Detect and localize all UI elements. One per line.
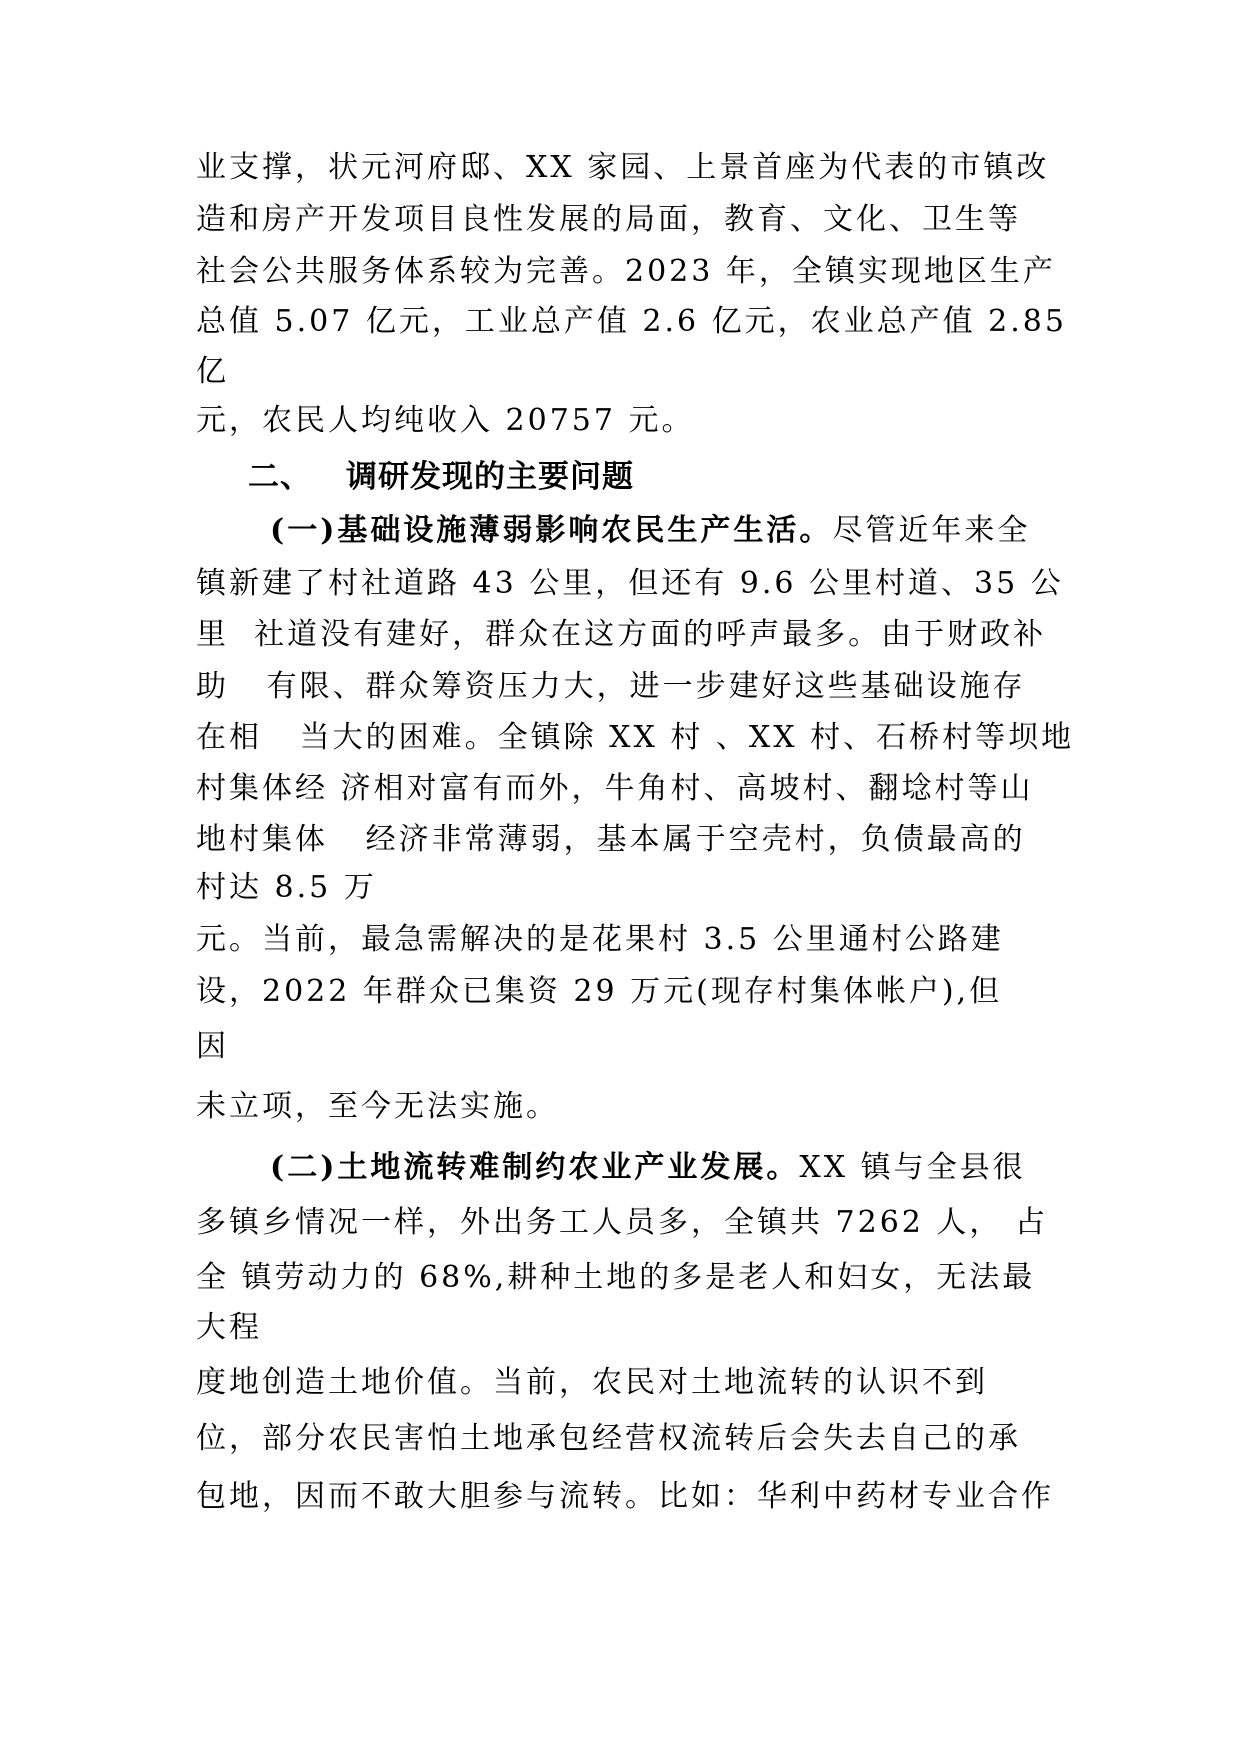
body-text-line: 元。当前，最急需解决的是花果村 3.5 公里通村公路建 bbox=[196, 922, 1004, 957]
body-text-line: 业支撑，状元河府邸、XX 家园、上景首座为代表的市镇改 bbox=[196, 150, 1050, 185]
body-text-line: 村集体经 济相对富有而外，牛角村、高坡村、翻埝村等山 bbox=[196, 771, 1034, 806]
subsection-heading: (二)土地流转难制约农业产业发展。 bbox=[270, 1150, 800, 1185]
body-text-line: 在相 当大的困难。全镇除 XX 村 、XX 村、石桥村等坝地 bbox=[196, 720, 1075, 755]
subsection-heading: (一)基础设施薄弱影响农民生产生活。 bbox=[270, 513, 833, 548]
body-text-span: XX 镇与全县很 bbox=[799, 1150, 1026, 1185]
subsection-lead-line bbox=[270, 511, 1060, 551]
section-title: 调研发现的主要问题 bbox=[346, 459, 634, 495]
body-text-line: 元，农民人均纯收入 20757 元。 bbox=[196, 403, 695, 438]
body-text-line: 全 镇劳动力的 68%,耕种土地的多是老人和妇女，无法最 bbox=[196, 1260, 1036, 1295]
body-text-line: 造和房产开发项目良性发展的局面，教育、文化、卫生等 bbox=[196, 202, 1021, 237]
body-text-line: 地村集体 经济非常薄弱，基本属于空壳村，负债最高的 bbox=[196, 822, 1026, 857]
body-text-line: 村达 8.5 万 bbox=[196, 870, 377, 905]
body-text-line: 度地创造土地价值。当前，农民对土地流转的认识不到 bbox=[196, 1365, 988, 1400]
section-heading bbox=[248, 457, 634, 497]
body-text-line: 多镇乡情况一样，外出务工人员多，全镇共 7262 人， 占 bbox=[196, 1205, 1048, 1240]
body-text-line: 亿 bbox=[196, 354, 229, 389]
body-text-line: 大程 bbox=[196, 1310, 262, 1345]
body-text-line: 位，部分农民害怕土地承包经营权流转后会失去自己的承 bbox=[196, 1421, 1021, 1456]
body-text-line: 设，2022 年群众已集资 29 万元(现存村集体帐户),但 bbox=[196, 974, 1003, 1009]
section-number: 二、 bbox=[248, 459, 312, 495]
body-text-line: 包地，因而不敢大胆参与流转。比如：华利中药材专业合作 bbox=[196, 1479, 1054, 1514]
body-text-line: 助 有限、群众筹资压力大，进一步建好这些基础设施存 bbox=[196, 669, 1026, 704]
body-text-span: 尽管近年来全 bbox=[832, 513, 1031, 548]
body-text-line: 镇新建了村社道路 43 公里，但还有 9.6 公里村道、35 公 bbox=[196, 566, 1064, 601]
body-text-line: 社会公共服务体系较为完善。2023 年，全镇实现地区生产 bbox=[196, 254, 1056, 289]
body-text-line: 里 社道没有建好，群众在这方面的呼声最多。由于财政补 bbox=[196, 617, 1047, 652]
body-text-line: 总值 5.07 亿元，工业总产值 2.6 亿元，农业总产值 2.85 bbox=[196, 304, 1067, 339]
body-text-line: 未立项，至今无法实施。 bbox=[196, 1089, 559, 1124]
body-text-line: 因 bbox=[196, 1029, 229, 1064]
subsection-lead-line bbox=[270, 1148, 1060, 1188]
